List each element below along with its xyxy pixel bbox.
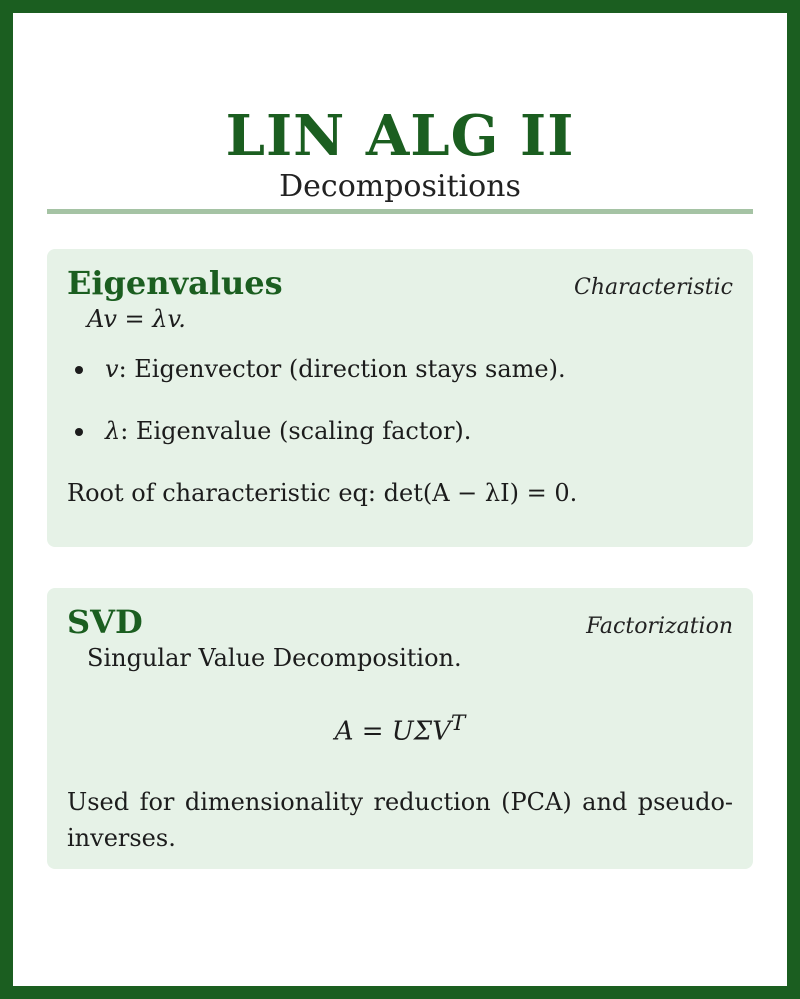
characteristic-equation-line xyxy=(67,477,733,509)
svd-usage: Used for dimensionality reduction (PCA) and pseudo-inverses. xyxy=(67,787,733,852)
header-divider xyxy=(47,209,753,214)
header xyxy=(47,103,753,205)
characteristic-equation-prefix: Root of characteristic eq: xyxy=(67,479,384,507)
svd-equation-body: A = UΣV xyxy=(334,716,451,747)
page-subtitle: Decompositions xyxy=(279,169,521,204)
characteristic-equation: det(A − λI) = 0. xyxy=(383,479,578,507)
eigenvalue-bullet xyxy=(105,415,733,447)
svd-card xyxy=(47,588,753,869)
eigenvalues-title: Eigenvalues xyxy=(67,264,283,302)
svd-title: SVD xyxy=(67,603,143,641)
svd-tag: Factorization xyxy=(586,614,733,639)
eigenvalue-symbol: λ xyxy=(105,417,121,445)
svd-description: Singular Value Decomposition. xyxy=(87,644,462,672)
eigen-equation: Av = λv. xyxy=(87,305,186,333)
eigenvalues-card-header xyxy=(67,263,733,303)
svd-equation-superscript: T xyxy=(450,711,466,736)
eigenvalues-tag: Characteristic xyxy=(574,275,733,300)
svd-card-header xyxy=(67,602,733,642)
eigenvalues-card xyxy=(47,249,753,547)
eigenvector-symbol: v xyxy=(105,355,119,383)
eigen-bullet-list xyxy=(67,353,733,447)
eigenvector-bullet xyxy=(105,353,733,385)
svd-equation xyxy=(67,706,733,750)
eigenvalue-description: : Eigenvalue (scaling factor). xyxy=(120,417,472,445)
eigenvector-description: : Eigenvector (direction stays same). xyxy=(118,355,566,383)
page-title: LIN ALG II xyxy=(225,103,575,169)
